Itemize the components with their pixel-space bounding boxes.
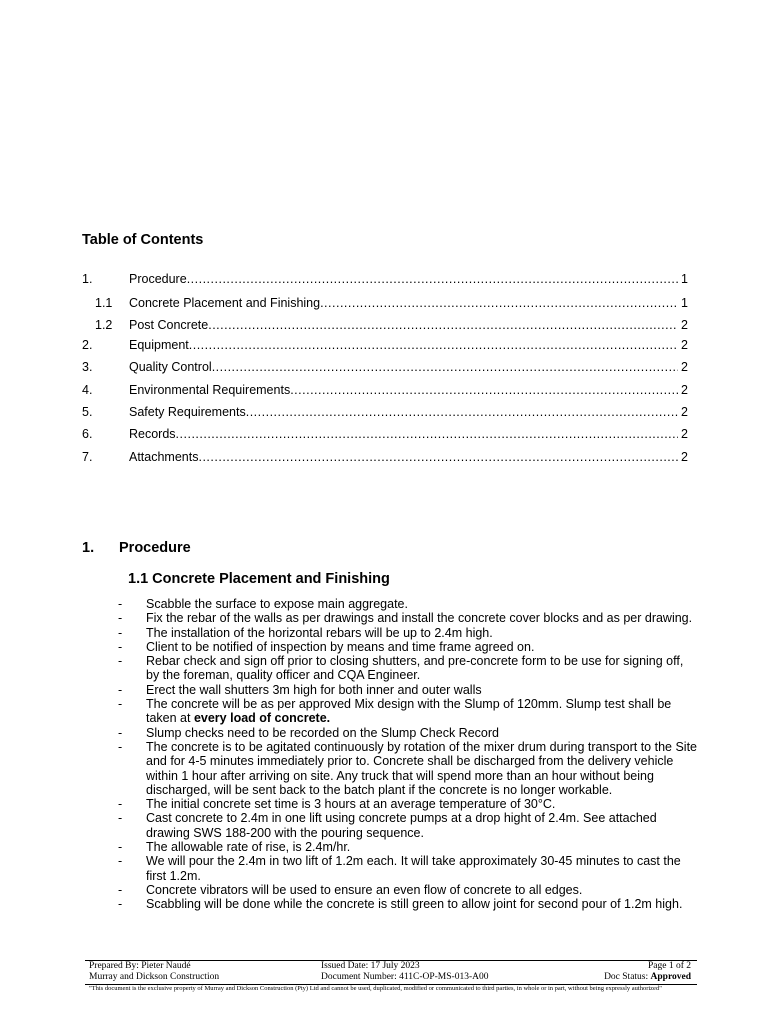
footer-doc-status-label: Doc Status: (604, 972, 651, 982)
list-item (118, 797, 698, 811)
footer-page-number: Page 1 of 2 (647, 961, 691, 971)
list-item-text: Cast concrete to 2.4m in one lift using concrete pumps at a drop hight of 2.4m. See attached drawing SWS 188-200 with the pouring sequence. (146, 811, 657, 840)
toc-leader-dots (187, 270, 678, 288)
toc-leader-dots (246, 403, 678, 421)
toc-title: Table of Contents (82, 232, 204, 248)
list-item-text: The initial concrete set time is 3 hours at an average temperature of 30°C. (146, 797, 556, 812)
toc-entry-title: Post Concrete (129, 318, 209, 332)
toc-entry-page: 2 (681, 450, 688, 464)
toc-entry-page: 2 (681, 360, 688, 374)
toc-entry-page: 1 (681, 272, 688, 286)
toc-entry-number: 1.2 (95, 318, 113, 332)
list-item (118, 726, 698, 740)
toc-entry-number: 3. (82, 360, 93, 374)
toc-entry-title: Equipment (129, 338, 189, 352)
footer-document-number: Document Number: 411C-OP-MS-013-A00 (321, 972, 489, 982)
bullet-dash: - (118, 597, 123, 611)
toc-entry-page: 2 (681, 318, 688, 332)
bullet-dash: - (118, 882, 123, 897)
toc-entry-number: 4. (82, 383, 93, 397)
toc-leader-dots (320, 294, 678, 312)
list-item-text: Concrete vibrators will be used to ensure an even flow of concrete to all edges. (146, 882, 583, 897)
list-item (118, 640, 698, 654)
list-item-text: Rebar check and sign off prior to closing shutters, and pre-concrete form to be use for signing off, by the foreman, quality officer and CQA Engineer. (146, 654, 684, 683)
toc-leader-dots (189, 336, 678, 354)
bullet-dash: - (118, 811, 123, 826)
bullet-dash: - (118, 897, 123, 912)
toc-entry[interactable] (82, 448, 688, 466)
toc-entry-number: 1.1 (95, 296, 113, 310)
bullet-dash: - (118, 840, 123, 855)
toc-leader-dots (208, 316, 678, 334)
footer-doc-status-value: Approved (650, 972, 691, 982)
subsection-heading: 1.1 Concrete Placement and Finishing (128, 571, 390, 587)
toc-leader-dots (176, 425, 679, 443)
list-item (118, 597, 698, 611)
list-item-text: The allowable rate of rise, is 2.4m/hr. (146, 840, 351, 855)
list-item (118, 683, 698, 697)
toc-entry-title: Quality Control (129, 360, 212, 374)
toc-entry-title: Safety Requirements (129, 405, 246, 419)
toc-entry-number: 7. (82, 450, 93, 464)
section-title: Procedure (119, 540, 191, 556)
toc-entry-page: 2 (681, 405, 688, 419)
toc-entry-title: Concrete Placement and Finishing (129, 296, 321, 310)
footer-issued-date: Issued Date: 17 July 2023 (321, 961, 420, 971)
list-item-text: Slump checks need to be recorded on the Slump Check Record (146, 725, 499, 740)
list-item-text: Fix the rebar of the walls as per drawings and install the concrete cover blocks and as per drawing. (146, 611, 693, 626)
section-heading (82, 540, 191, 556)
toc-entry-number: 1. (82, 272, 93, 286)
footer-doc-status (537, 972, 697, 983)
bullet-dash: - (118, 725, 123, 740)
procedure-list (118, 597, 698, 912)
bullet-dash: - (118, 654, 123, 669)
list-item (118, 883, 698, 897)
toc-entry-page: 1 (681, 296, 688, 310)
bullet-dash: - (118, 625, 123, 640)
list-item-text: The concrete is to be agitated continuously by rotation of the mixer drum during transport to the Site and for 4-5 minutes immediately prior to. Concrete shall be discharged from the delivery vehicle within 1 hour after arriving on site. Any truck that will spend more than an hour without being discharged, will be sent back to the batch plant if the concrete is no longer workable. (146, 739, 697, 797)
list-item (118, 854, 698, 883)
bullet-dash: - (118, 682, 123, 697)
footer-disclaimer: "This document is the exclusive property of Murray and Dickson Construction (Pty) Ltd and cannot be used, duplicated, modified or communicated to third parties, in whole or in part, without being expressly authorized" (89, 985, 662, 992)
bullet-dash: - (118, 697, 123, 712)
bullet-dash: - (118, 611, 123, 626)
list-item-text: Client to be notified of inspection by means and time frame agreed on. (146, 639, 535, 654)
list-item-text-bold: every load of concrete. (193, 711, 331, 726)
bullet-dash: - (118, 797, 123, 812)
toc-entry[interactable] (82, 403, 688, 421)
list-item-text: The installation of the horizontal rebars will be up to 2.4m high. (146, 625, 493, 640)
toc-entry-title: Records (129, 427, 176, 441)
toc-entry-title: Environmental Requirements (129, 383, 291, 397)
toc-leader-dots (290, 381, 678, 399)
bullet-dash: - (118, 739, 123, 754)
toc-entry-page: 2 (681, 383, 688, 397)
toc-entry[interactable] (82, 358, 688, 376)
section-number: 1. (82, 540, 95, 556)
toc-entry-title: Attachments (129, 450, 199, 464)
page-footer (85, 960, 697, 993)
bullet-dash: - (118, 639, 123, 654)
toc-entry[interactable] (82, 316, 688, 334)
toc-entry[interactable] (82, 270, 688, 288)
list-item (118, 740, 698, 797)
list-item-text (146, 697, 698, 726)
footer-prepared-by: Prepared By: Pieter Naudé (89, 961, 191, 971)
toc-entry[interactable] (82, 425, 688, 443)
toc-entry-number: 2. (82, 338, 93, 352)
toc-entry-number: 5. (82, 405, 93, 419)
toc-entry-title: Procedure (129, 272, 187, 286)
footer-row-1 (85, 961, 697, 972)
list-item (118, 897, 698, 911)
toc-entry[interactable] (82, 294, 688, 312)
toc-leader-dots (198, 448, 678, 466)
toc-entry-page: 2 (681, 427, 688, 441)
list-item-text: Scabble the surface to expose main aggregate. (146, 597, 408, 611)
list-item-text: We will pour the 2.4m in two lift of 1.2m each. It will take approximately 30-45 minutes to cast the first 1.2m. (146, 854, 681, 883)
list-item-text: Erect the wall shutters 3m high for both inner and outer walls (146, 682, 482, 697)
footer-row-2 (85, 972, 697, 983)
footer-company: Murray and Dickson Construction (89, 972, 220, 982)
list-item-text: Scabbling will be done while the concrete is still green to allow joint for second pour of 1.2m high. (146, 897, 683, 912)
toc-leader-dots (212, 358, 678, 376)
list-item (118, 697, 698, 726)
list-item (118, 840, 698, 854)
bullet-dash: - (118, 854, 123, 869)
list-item (118, 626, 698, 640)
list-item (118, 654, 698, 683)
list-item (118, 611, 698, 625)
toc-entry-page: 2 (681, 338, 688, 352)
toc-entry[interactable] (82, 381, 688, 399)
list-item-text-regular: The concrete will be as per approved Mix design with the Slump of 120mm. Slump test shall be taken at (146, 697, 672, 726)
list-item (118, 811, 698, 840)
toc-entry[interactable] (82, 336, 688, 354)
toc-entry-number: 6. (82, 427, 93, 441)
